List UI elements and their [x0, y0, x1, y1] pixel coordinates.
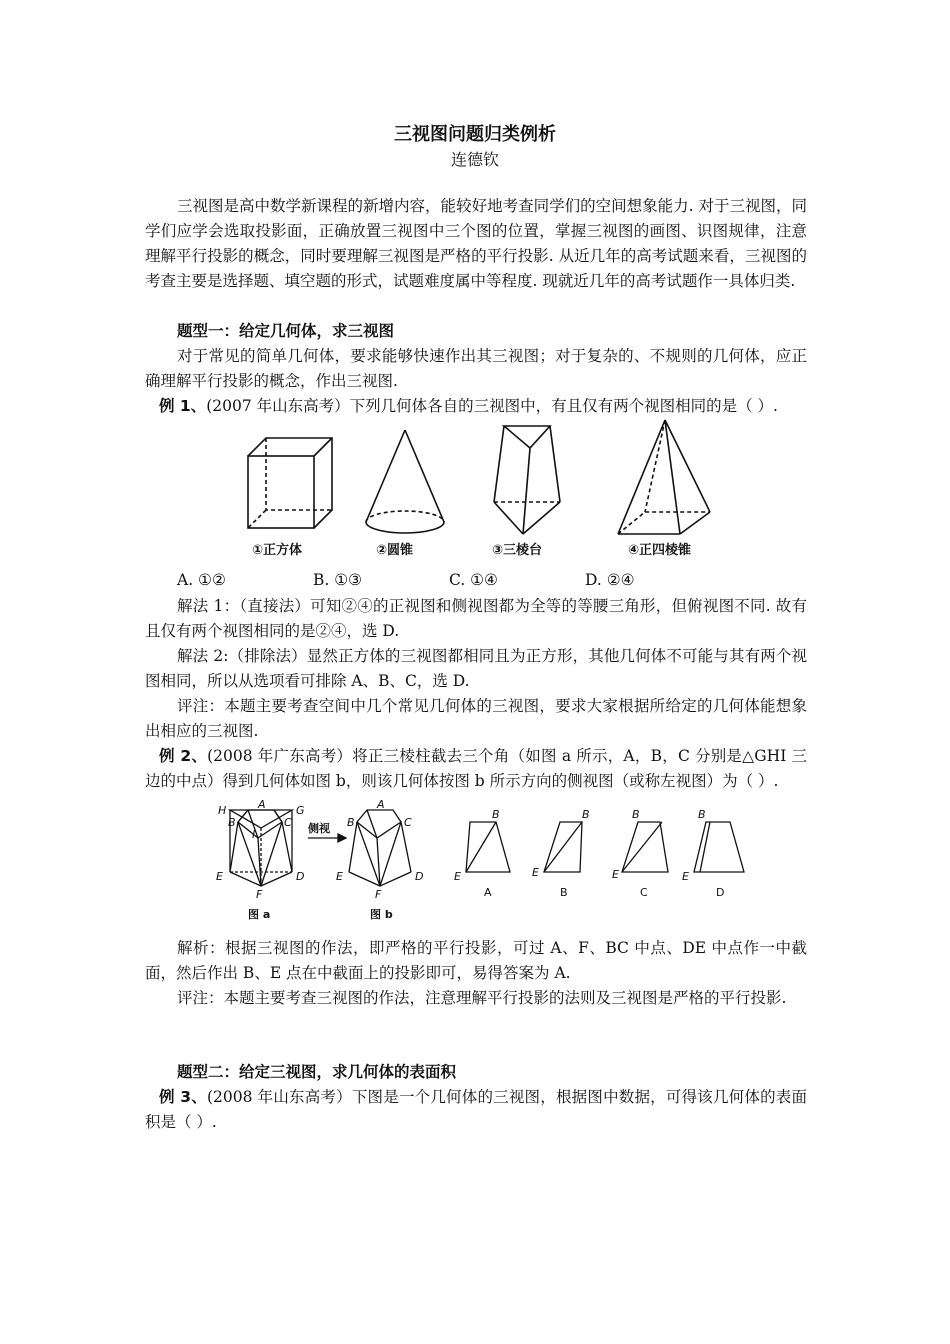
- author-name: 连德钦: [450, 150, 499, 169]
- choice-c-b: B: [632, 808, 640, 821]
- example-3-label: 例 3、: [159, 1088, 207, 1106]
- figure-a-caption: 图 a: [248, 908, 271, 921]
- choice-d-caption: D: [716, 886, 725, 899]
- example-1-label: 例 1、: [159, 397, 207, 415]
- cube-shape: [248, 438, 332, 528]
- example-1-figure: [240, 416, 720, 566]
- pyramid-label: ④正四棱锥: [628, 543, 692, 558]
- figure-a-shape: [230, 810, 292, 886]
- example-2-comment: 评注：本题主要考查三视图的作法，注意理解平行投影的法则及三视图是严格的平行投影.: [177, 989, 787, 1007]
- cone-shape: [366, 430, 444, 533]
- label-b-e: E: [336, 870, 343, 883]
- choice-c-e: E: [612, 868, 619, 881]
- label-i: I: [252, 828, 256, 841]
- option-d: D. ②④: [585, 571, 635, 589]
- option-a: A. ①②: [177, 571, 226, 589]
- choice-c-caption: C: [640, 886, 648, 899]
- cone-label: ②圆锥: [376, 543, 414, 558]
- label-e: E: [216, 870, 223, 883]
- type2-heading: 题型二：给定三视图，求几何体的表面积: [177, 1063, 457, 1081]
- choice-b-caption: B: [560, 886, 568, 899]
- example-3: [145, 1085, 807, 1135]
- option-b: B. ①③: [313, 571, 363, 589]
- label-a: A: [258, 798, 266, 811]
- choice-d-shape: [694, 822, 744, 872]
- arrow-label: 侧视: [308, 822, 330, 835]
- example-1-comment: 评注：本题主要考查空间中几个常见几何体的三视图，要求大家根据所给定的几何体能想象出相应的三视图.: [145, 697, 807, 740]
- intro-paragraph: 三视图是高中数学新课程的新增内容，能较好地考查同学们的空间想象能力. 对于三视图，同学们应学会选取投影面，正确放置三视图中三个图的位置，掌握三视图的画图、识图规律，注意理解平行投影的概念，同时要理解三视图是严格的平行投影. 从近几年的高考试题来看，三视图的考查主要是选择题、填空题的形式，试题难度属中等程度. 现就近几年的高考试题作一具体归类.: [145, 197, 807, 290]
- label-f: F: [256, 888, 263, 901]
- figure-b-caption: 图 b: [370, 908, 393, 921]
- label-b-f: F: [375, 888, 382, 901]
- cube-label: ①正方体: [252, 543, 303, 558]
- label-b-b: B: [347, 816, 355, 829]
- choice-b-shape: [544, 822, 582, 872]
- example-1-solution-2: 解法 2:（排除法）显然正方体的三视图都相同且为正方形，其他几何体不可能与其有两个视图相同，所以从选项看可排除 A、B、C，选 D.: [145, 647, 807, 690]
- example-2-figure: [210, 798, 770, 926]
- choice-d-e: E: [682, 870, 689, 883]
- frustum-label: ③三棱台: [492, 543, 543, 558]
- example-2: [145, 744, 807, 794]
- page-title: 三视图问题归类例析: [394, 124, 556, 145]
- choice-c-shape: [622, 822, 668, 872]
- frustum-shape: [494, 426, 560, 534]
- figure-b-shape: [349, 810, 411, 886]
- choice-b-e: E: [532, 866, 539, 879]
- label-b-c: C: [404, 816, 412, 829]
- type1-heading: 题型一：给定几何体，求三视图: [177, 322, 395, 340]
- label-c: C: [284, 816, 292, 829]
- label-d: D: [296, 870, 305, 883]
- choice-a-shape: [466, 822, 510, 872]
- pyramid-shape: [618, 420, 710, 534]
- example-2-label: 例 2、: [159, 747, 208, 765]
- option-c: C. ①④: [449, 571, 498, 589]
- example-1-text: (2007 年山东高考）下列几何体各自的三视图中，有且仅有两个视图相同的是（ ）.: [206, 397, 778, 415]
- label-h: H: [218, 804, 227, 817]
- example-1-solution-1: 解法 1：（直接法）可知②④的正视图和侧视图都为全等的等腰三角形，但俯视图不同. 故有且仅有两个视图相同的是②④，选 D.: [145, 597, 807, 640]
- choice-a-e: E: [454, 870, 461, 883]
- label-g: G: [296, 804, 305, 817]
- choice-a-b: B: [492, 808, 500, 821]
- label-b-d: D: [415, 870, 424, 883]
- example-3-text: (2008 年山东高考）下图是一个几何体的三视图，根据图中数据，可得该几何体的表面积是（ ）.: [145, 1088, 807, 1131]
- label-b-a: A: [377, 798, 385, 811]
- example-2-text: (2008 年广东高考）将正三棱柱截去三个角（如图 a 所示，A，B，C 分别是△GHI 三边的中点）得到几何体如图 b，则该几何体按图 b 所示方向的侧视图（或称左视图）为（ ）.: [145, 747, 807, 790]
- choice-d-b: B: [698, 808, 706, 821]
- choice-b-b: B: [582, 808, 590, 821]
- type1-description: 对于常见的简单几何体，要求能够快速作出其三视图；对于复杂的、不规则的几何体，应正确理解平行投影的概念，作出三视图.: [145, 347, 807, 390]
- label-b: B: [228, 816, 236, 829]
- example-2-analysis: 解析：根据三视图的作法，即严格的平行投影，可过 A、F、BC 中点、DE 中点作一中截面，然后作出 B、E 点在中截面上的投影即可，易得答案为 A.: [145, 939, 807, 982]
- choice-a-caption: A: [484, 886, 492, 899]
